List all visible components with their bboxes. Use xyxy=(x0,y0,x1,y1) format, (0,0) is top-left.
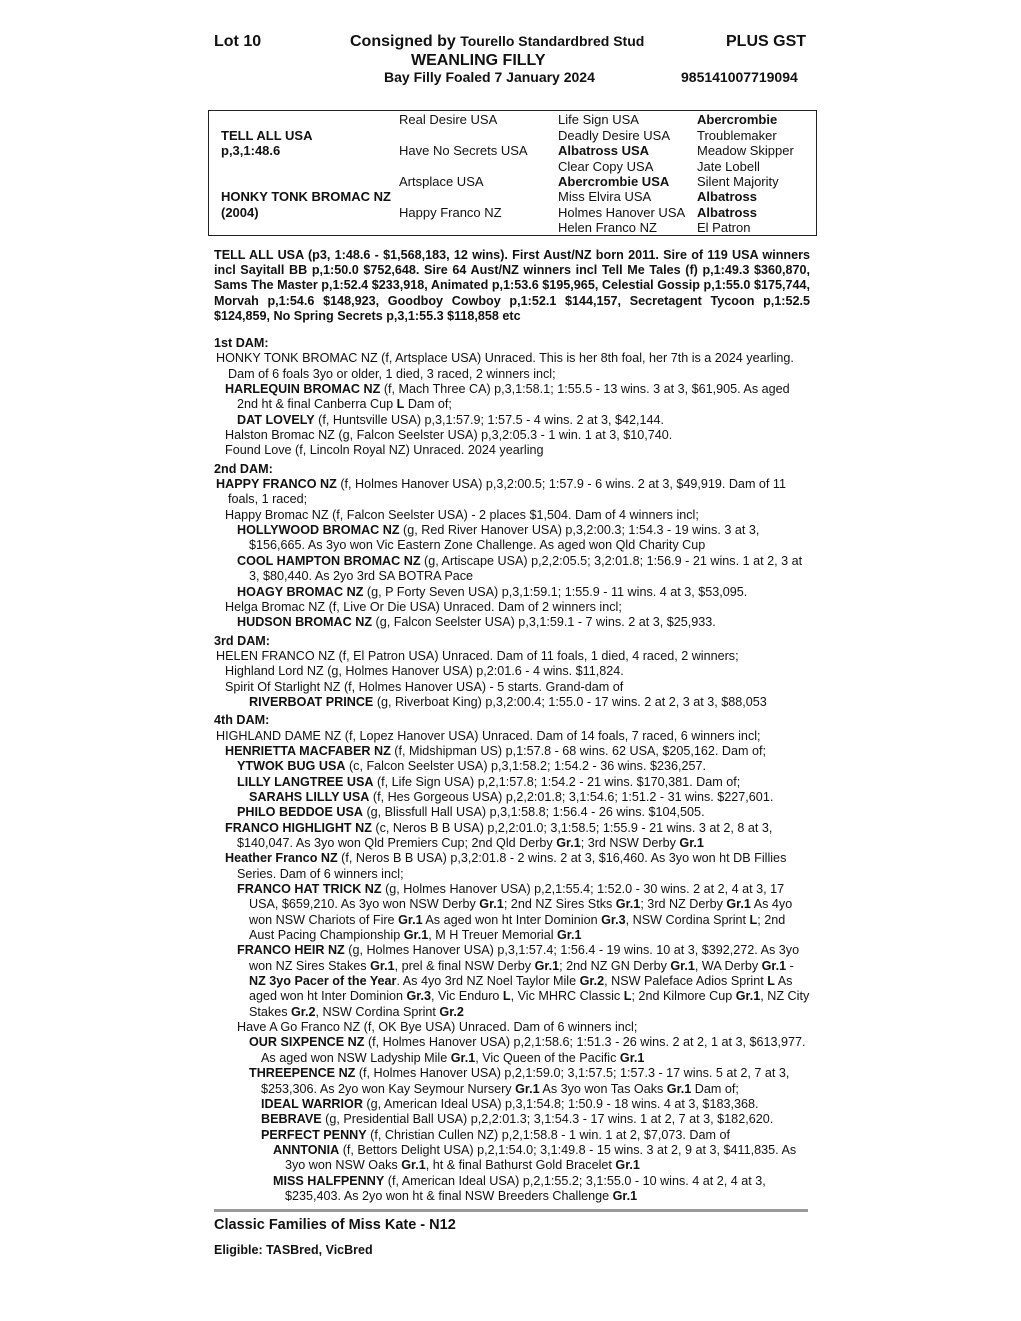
pedigree-entry xyxy=(216,477,810,508)
horse-details: (g, P Forty Seven USA) p,3,1:59.1; 1:55.9 - 11 wins. 4 at 3, $53,095. xyxy=(363,584,748,599)
horse-details: HONKY TONK BROMAC NZ (f, Artsplace USA) Unraced. This is her 8th foal, her 7th is a 2024 yearling. Dam of 6 foals 3yo or older, 1 died, 3 raced, 2 winners incl; xyxy=(216,351,794,381)
pedigree-entry xyxy=(237,943,810,1020)
pedigree-entry xyxy=(249,790,810,805)
dam-heading: 1st DAM: xyxy=(214,336,269,350)
pedigree-entry xyxy=(216,729,810,744)
pedigree-entry xyxy=(273,1174,810,1205)
pedigree-entry xyxy=(261,1128,810,1143)
dam-heading: 3rd DAM: xyxy=(214,633,270,648)
pedigree-g1-3: Happy Franco NZ xyxy=(399,205,502,220)
pedigree-sire-record: p,3,1:48.6 xyxy=(221,143,281,158)
horse-name: YTWOK BUG USA xyxy=(237,759,346,774)
horse-details: (g, American Ideal USA) p,3,1:54.8; 1:50.9 - 18 wins. 4 at 3, $183,368. xyxy=(362,1096,759,1111)
pedigree-entry xyxy=(249,695,810,710)
gst-note: PLUS GST xyxy=(726,33,807,50)
horse-details: (c, Falcon Seelster USA) p,3,1:58.2; 1:54.2 - 36 wins. $236,257. xyxy=(345,759,706,774)
horse-details: HIGHLAND DAME NZ (f, Lopez Hanover USA) Unraced. Dam of 14 foals, 7 raced, 6 winners incl; xyxy=(216,728,761,743)
pedigree-g2-4: Abercrombie USA xyxy=(558,174,670,189)
pedigree-entry xyxy=(216,351,810,382)
horse-name: PERFECT PENNY xyxy=(261,1127,367,1142)
horse-details: (f, Midshipman US) p,1:57.8 - 68 wins. 62 USA, $205,162. Dam of; xyxy=(390,743,767,758)
consignor-name: Tourello Standardbred Stud xyxy=(460,33,645,49)
pedigree-g3-1: Troublemaker xyxy=(697,128,777,143)
pedigree-entry xyxy=(237,775,810,790)
pedigree-g2-5: Miss Elvira USA xyxy=(558,189,652,204)
pedigree-g2-1: Deadly Desire USA xyxy=(558,128,670,143)
horse-name: BEBRAVE xyxy=(261,1112,322,1127)
pedigree-entry xyxy=(216,649,810,664)
horse-details: (f, Mach Three CA) p,3,1:58.1; 1:55.5 - 13 wins. 3 at 3, $61,905. As aged 2nd ht & final Canberra Cup L Dam of; xyxy=(237,382,790,412)
horse-name: HAPPY FRANCO NZ xyxy=(216,477,337,492)
pedigree-g2-0: Life Sign USA xyxy=(558,112,639,127)
pedigree-g2-2: Albatross USA xyxy=(558,143,650,158)
pedigree-entry xyxy=(225,428,810,443)
horse-name: OUR SIXPENCE NZ xyxy=(249,1035,365,1050)
foaled-info: Bay Filly Foaled 7 January 2024 xyxy=(384,69,595,85)
pedigree-g1-2: Artsplace USA xyxy=(399,174,484,189)
horse-details: Highland Lord NZ (g, Holmes Hanover USA) p,2:01.6 - 4 wins. $11,824. xyxy=(225,664,624,679)
pedigree-entry xyxy=(273,1143,810,1174)
consigned-by-label: Consigned by xyxy=(350,33,456,50)
pedigree-entry xyxy=(237,805,810,820)
horse-details: (f, Life Sign USA) p,2,1:57.8; 1:54.2 - 21 wins. $170,381. Dam of; xyxy=(373,774,741,789)
pedigree-g3-3: Jate Lobell xyxy=(697,159,760,174)
pedigree-entry xyxy=(237,759,810,774)
pedigree-sire: TELL ALL USA xyxy=(221,128,313,143)
horse-name: PHILO BEDDOE USA xyxy=(237,805,363,820)
horse-name: HOLLYWOOD BROMAC NZ xyxy=(237,523,400,538)
pedigree-entry xyxy=(261,1097,810,1112)
pedigree-entry xyxy=(225,600,810,615)
horse-name: HARLEQUIN BROMAC NZ xyxy=(225,382,381,397)
horse-name: FRANCO HAT TRICK NZ xyxy=(237,882,382,897)
footer-divider xyxy=(214,1209,808,1212)
horse-name: COOL HAMPTON BROMAC NZ xyxy=(237,553,421,568)
horse-details: (g, Falcon Seelster USA) p,3,1:59.1 - 7 wins. 2 at 3, $25,933. xyxy=(372,615,716,630)
horse-details: HELEN FRANCO NZ (f, El Patron USA) Unraced. Dam of 11 foals, 1 died, 4 raced, 2 winners; xyxy=(216,648,739,663)
horse-details: (f, Christian Cullen NZ) p,2,1:58.8 - 1 win. 1 at 2, $7,073. Dam of xyxy=(366,1127,730,1142)
horse-details: (f, Holmes Hanover USA) p,2,1:59.0; 3,1:57.5; 1:57.3 - 17 wins. 5 at 2, 7 at 3, $253,306. As 2yo won Kay Seymour Nursery Gr.1 As 3yo won Tas Oaks Gr.1 Dam of; xyxy=(261,1066,790,1096)
horse-name: MISS HALFPENNY xyxy=(273,1173,385,1188)
horse-details: (f, Holmes Hanover USA) p,3,2:00.5; 1:57.9 - 6 wins. 2 at 3, $49,919. Dam of 11 foals, 1 raced; xyxy=(228,477,787,507)
pedigree-g2-6: Holmes Hanover USA xyxy=(558,205,686,220)
horse-details: (g, Riverboat King) p,3,2:00.4; 1:55.0 - 17 wins. 2 at 2, 3 at 3, $88,053 xyxy=(373,694,767,709)
pedigree-g3-2: Meadow Skipper xyxy=(697,143,794,158)
horse-details: (f, Hes Gorgeous USA) p,2,2:01.8; 3,1:54.6; 1:51.2 - 31 wins. $227,601. xyxy=(369,789,774,804)
horse-name: HENRIETTA MACFABER NZ xyxy=(225,743,391,758)
pedigree-entry xyxy=(249,1035,810,1066)
pedigree-dam: HONKY TONK BROMAC NZ xyxy=(221,189,391,204)
pedigree-entry xyxy=(225,443,810,458)
dam-heading: 2nd DAM: xyxy=(214,461,273,476)
pedigree-g1-1: Have No Secrets USA xyxy=(399,143,528,158)
horse-name: SARAHS LILLY USA xyxy=(249,789,370,804)
sire-summary: TELL ALL USA (p3, 1:48.6 - $1,568,183, 12 wins). First Aust/NZ born 2011. Sire of 119 USA winners incl Sayitall BB p,1:50.0 $752,648. Sire 64 Aust/NZ winners incl Tell Me Tales (f) p,1:49.3 $360,870, Sams The Master p,1:52.4 $233,918, Animated p,1:53.6 $195,965, Celestial Gossip p,1:55.0 $175,744, Morvah p,1:54.6 $148,923, Goodboy Cowboy p,1:52.1 $144,157, Secretagent Tycoon p,1:52.5 $124,859, No Spring Secrets p,3,1:55.3 $118,858 etc xyxy=(214,248,810,323)
pedigree-table xyxy=(208,110,817,236)
pedigree-entry xyxy=(225,821,810,852)
horse-details: Have A Go Franco NZ (f, OK Bye USA) Unraced. Dam of 6 winners incl; xyxy=(237,1020,638,1035)
horse-details: Helga Bromac NZ (f, Live Or Die USA) Unraced. Dam of 2 winners incl; xyxy=(225,599,622,614)
horse-details: (g, Presidential Ball USA) p,2,2:01.3; 3,1:54.3 - 17 wins. 1 at 2, 7 at 3, $182,620. xyxy=(321,1112,774,1127)
eligibility: Eligible: TASBred, VicBred xyxy=(214,1243,373,1257)
lot-title: WEANLING FILLY xyxy=(411,52,546,69)
pedigree-entry xyxy=(225,508,810,523)
horse-details: Spirit Of Starlight NZ (f, Holmes Hanover USA) - 5 starts. Grand-dam of xyxy=(225,679,624,694)
horse-name: IDEAL WARRIOR xyxy=(261,1096,363,1111)
horse-name: HUDSON BROMAC NZ xyxy=(237,615,373,630)
pedigree-g3-6: Albatross xyxy=(697,205,757,220)
pedigree-g3-4: Silent Majority xyxy=(697,174,779,189)
horse-name: LILLY LANGTREE USA xyxy=(237,774,374,789)
horse-details: (f, Bettors Delight USA) p,2,1:54.0; 3,1:49.8 - 15 wins. 3 at 2, 9 at 3, $411,835. As 3yo won NSW Oaks Gr.1, ht & final Bathurst Gold Bracelet Gr.1 xyxy=(285,1142,797,1173)
horse-details: Found Love (f, Lincoln Royal NZ) Unraced. 2024 yearling xyxy=(225,443,544,458)
horse-details: (c, Neros B B USA) p,2,2:01.0; 3,1:58.5; 1:55.9 - 21 wins. 3 at 2, 8 at 3, $140,047. As 3yo won Qld Premiers Cup; 2nd Qld Derby Gr.1; 3rd NSW Derby Gr.1 xyxy=(237,820,773,850)
horse-details: (f, Huntsville USA) p,3,1:57.9; 1:57.5 - 4 wins. 2 at 3, $42,144. xyxy=(314,412,664,427)
horse-name: HOAGY BROMAC NZ xyxy=(237,584,364,599)
horse-details: (g, Holmes Hanover USA) p,2,1:55.4; 1:52.0 - 30 wins. 2 at 2, 4 at 3, 17 USA, $659,210. As 3yo won NSW Derby Gr.1; 2nd NZ Sires Stks Gr.1; 3rd NZ Derby Gr.1 As 4yo won NSW Chariots of Fire Gr.1 As aged won ht Inter Dominion Gr.3, NSW Cordina Sprint L; 2nd Aust Pacing Championship Gr.1, M H Treuer Memorial Gr.1 xyxy=(249,882,793,943)
pedigree-entry xyxy=(237,413,810,428)
pedigree-entry xyxy=(225,851,810,882)
pedigree-g2-3: Clear Copy USA xyxy=(558,159,654,174)
horse-name: ANNTONIA xyxy=(273,1142,340,1157)
horse-details: Halston Bromac NZ (g, Falcon Seelster USA) p,3,2:05.3 - 1 win. 1 at 3, $10,740. xyxy=(225,428,673,443)
pedigree-entry xyxy=(237,615,810,630)
horse-name: FRANCO HEIR NZ xyxy=(237,943,345,958)
horse-name: FRANCO HIGHLIGHT NZ xyxy=(225,820,372,835)
lot-number: Lot 10 xyxy=(214,33,262,50)
horse-details: (g, Holmes Hanover USA) p,3,1:57.4; 1:56.4 - 19 wins. 10 at 3, $392,272. As 3yo won NZ Sires Stakes Gr.1, prel & final NSW Derby Gr.1; 2nd NZ GN Derby Gr.1, WA Derby Gr.1 - NZ 3yo Pacer of the Year. As 4yo 3rd NZ Noel Taylor Mile Gr.2, NSW Paleface Adios Sprint L As aged won ht Inter Dominion Gr.3, Vic Enduro L, Vic MHRC Classic L; 2nd Kilmore Cup Gr.1, NZ City Stakes Gr.2, NSW Cordina Sprint Gr.2 xyxy=(249,943,810,1019)
pedigree-entry xyxy=(237,1020,810,1035)
pedigree-entry xyxy=(225,664,810,679)
horse-name: RIVERBOAT PRINCE xyxy=(249,694,374,709)
dam-heading: 4th DAM: xyxy=(214,713,270,728)
pedigree-g3-0: Abercrombie xyxy=(697,112,778,127)
consigned-by xyxy=(350,33,644,51)
pedigree-entry xyxy=(249,1066,810,1097)
horse-details: (g, Red River Hanover USA) p,3,2:00.3; 1:54.3 - 19 wins. 3 at 3, $156,665. As 3yo won Vic Eastern Zone Challenge. As aged won Qld Charity Cup xyxy=(249,523,760,553)
pedigree-entry xyxy=(237,523,810,554)
horse-details: (f, Neros B B USA) p,3,2:01.8 - 2 wins. 2 at 3, $16,460. As 3yo won ht DB Fillies Series. Dam of 6 winners incl; xyxy=(237,851,787,881)
horse-details: Happy Bromac NZ (f, Falcon Seelster USA) - 2 places $1,504. Dam of 4 winners incl; xyxy=(225,507,699,522)
horse-name: DAT LOVELY xyxy=(237,412,315,427)
pedigree-g3-5: Albatross xyxy=(697,189,757,204)
pedigree-g1-0: Real Desire USA xyxy=(399,112,498,127)
horse-details: (g, Artiscape USA) p,2,2:05.5; 3,2:01.8; 1:56.9 - 21 wins. 1 at 2, 3 at 3, $80,440. As 2yo 3rd SA BOTRA Pace xyxy=(249,553,803,584)
family-title: Classic Families of Miss Kate - N12 xyxy=(214,1217,456,1233)
horse-details: (g, Blissfull Hall USA) p,3,1:58.8; 1:56.4 - 26 wins. $104,505. xyxy=(362,805,705,820)
horse-name: Heather Franco NZ xyxy=(225,851,338,866)
horse-name: THREEPENCE NZ xyxy=(249,1066,356,1081)
pedigree-entry xyxy=(225,680,810,695)
pedigree-entry xyxy=(237,585,810,600)
pedigree-entry xyxy=(237,554,810,585)
horse-details: (f, Holmes Hanover USA) p,2,1:58.6; 1:51.3 - 26 wins. 2 at 2, 1 at 3, $613,977. As aged won NSW Ladyship Mile Gr.1, Vic Queen of the Pacific Gr.1 xyxy=(261,1035,806,1065)
pedigree-entry xyxy=(225,744,810,759)
pedigree-entry xyxy=(225,382,810,413)
pedigree-g3-7: El Patron xyxy=(697,220,751,235)
pedigree-dam-year: (2004) xyxy=(221,205,259,220)
pedigree-entry xyxy=(261,1112,810,1127)
female-family xyxy=(214,333,810,1204)
pedigree-g2-7: Helen Franco NZ xyxy=(558,220,657,235)
microchip-number: 985141007719094 xyxy=(681,69,798,85)
horse-details: (f, American Ideal USA) p,2,1:55.2; 3,1:55.0 - 10 wins. 4 at 2, 4 at 3, $235,403. As 2yo won ht & final NSW Breeders Challenge Gr.1 xyxy=(285,1173,766,1203)
pedigree-entry xyxy=(237,882,810,943)
